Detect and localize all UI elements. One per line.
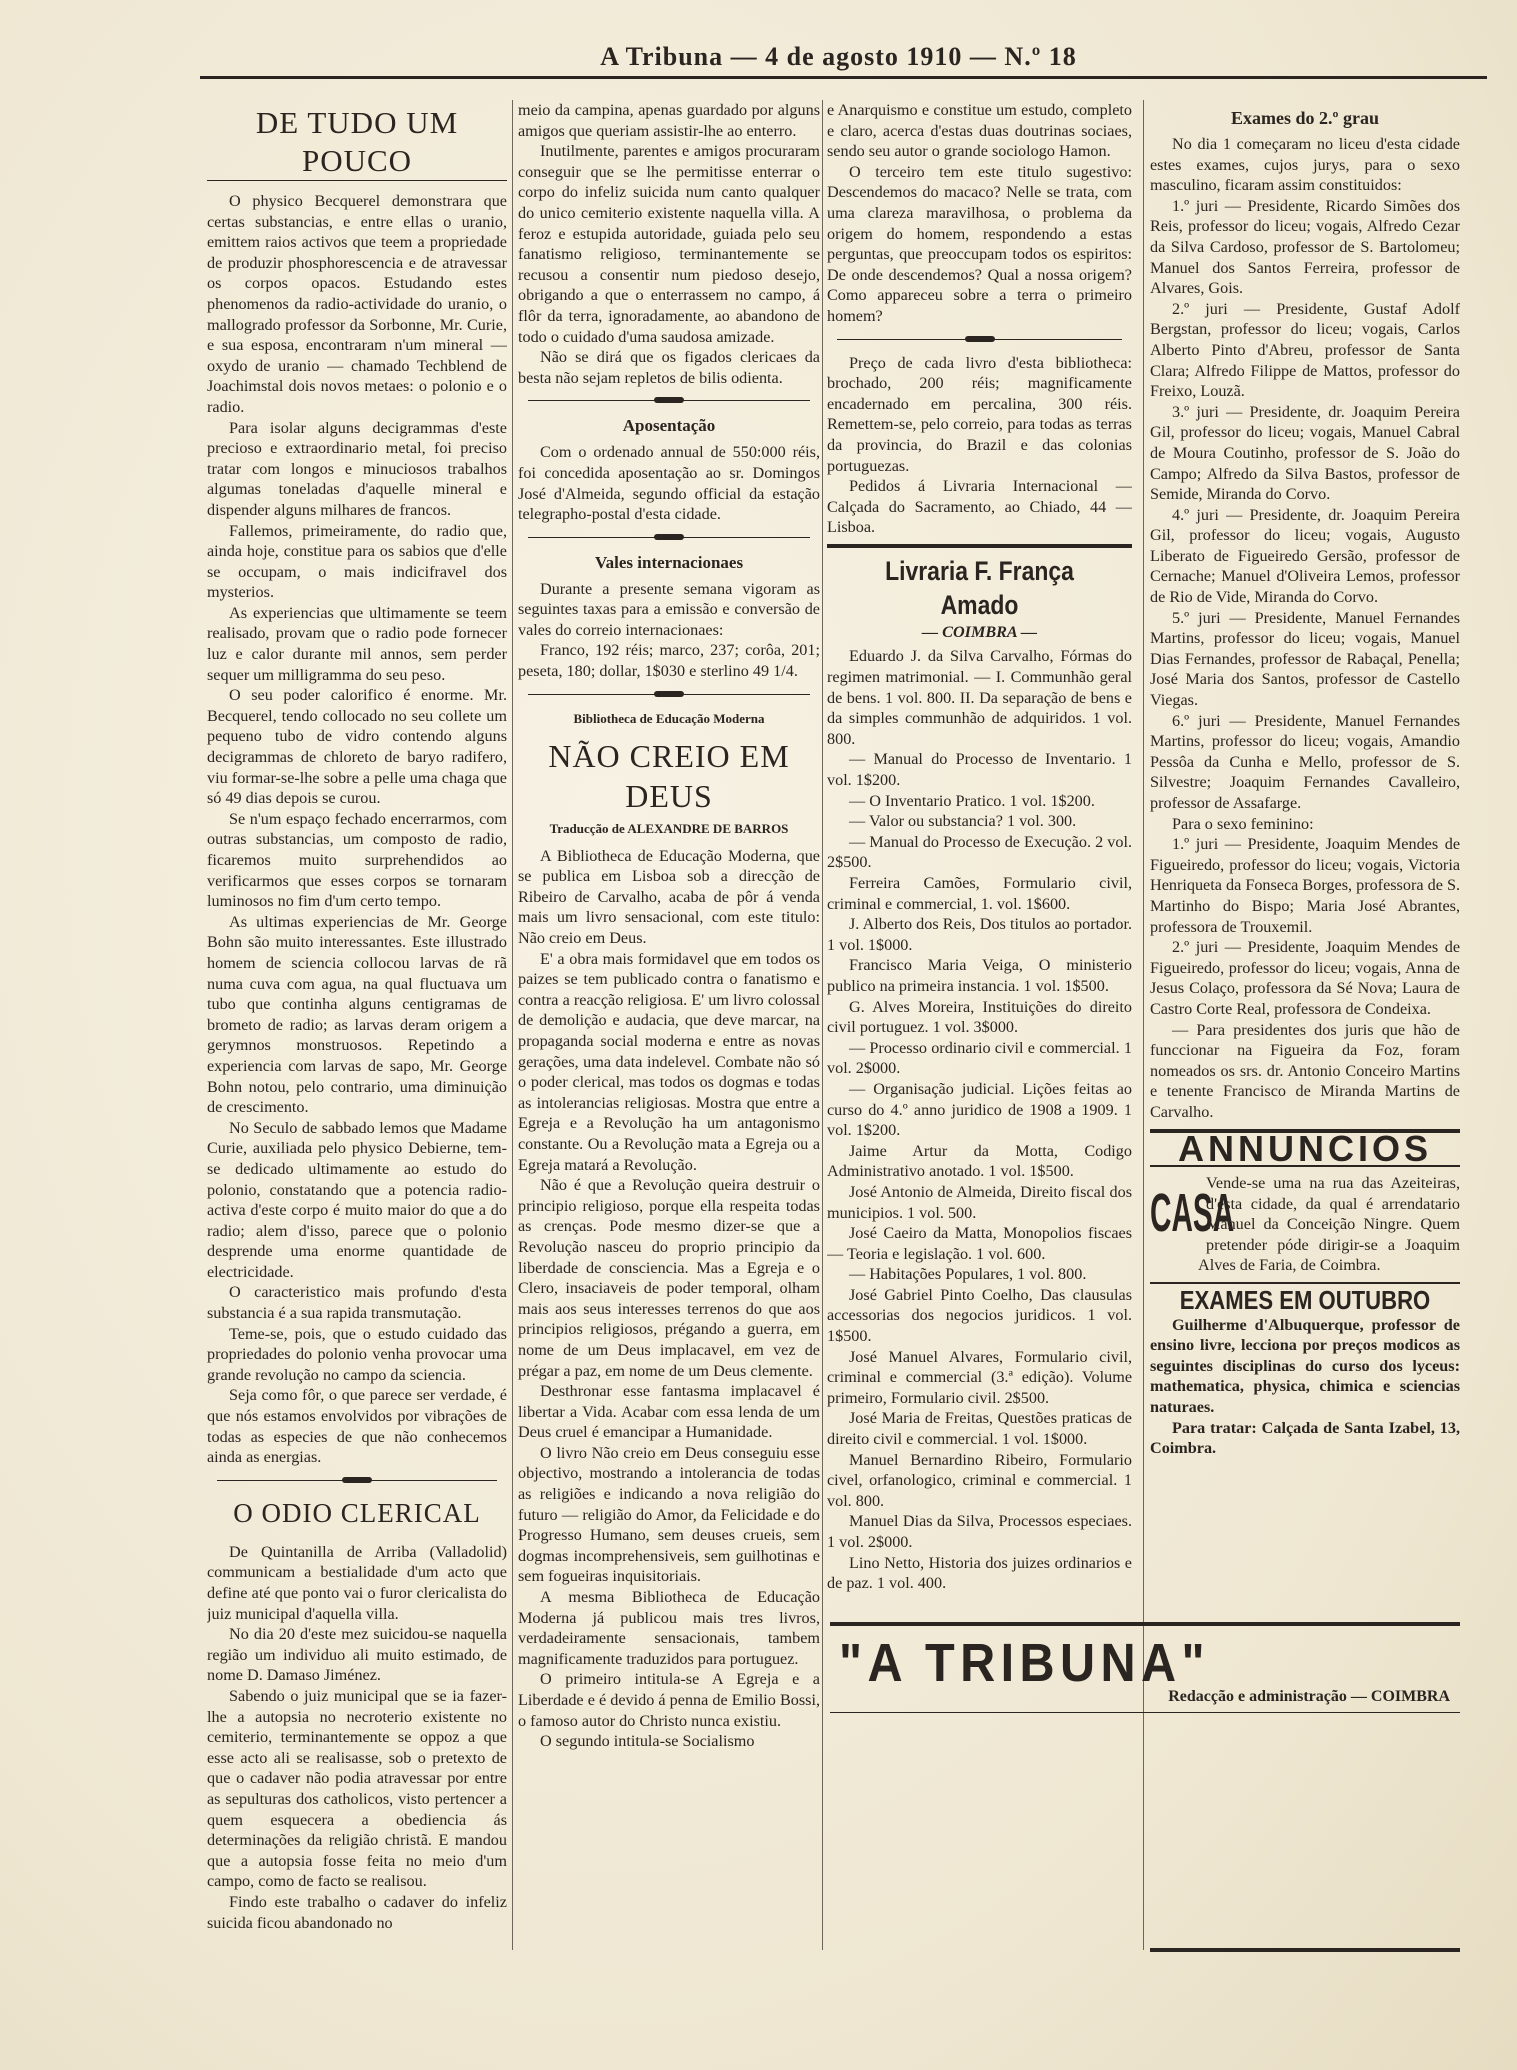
book-entry: Eduardo J. da Silva Carvalho, Fórmas do regimen matrimonial. — I. Communhão geral de bens. 1 vol. 800. II. Da separação de bens e da simples communhão de adquiridos. 1 vol. 800. (827, 647, 1132, 748)
paragraph: e Anarquismo e constitue um estudo, completo e claro, acerca d'estas duas doutrinas sociaes, sendo seu autor o grande sociologo Hamon. (827, 101, 1132, 161)
thick-rule (827, 544, 1132, 548)
ornamental-separator (518, 531, 820, 545)
annuncios-heading: ANNUNCIOS (1177, 1127, 1432, 1169)
paragraph: O terceiro tem este titulo sugestivo: Descendemos do macaco? Nelle se trata, com uma clareza maravilhosa, o problema da origem do homem, respondendo a estas perguntas, que preoccupam todos os espiritos: De onde descendemos? Qual a nossa origem? Como appareceu sobre a terra o primeiro homem? (827, 162, 1132, 325)
exames-outubro-heading: EXAMES EM OUTUBRO (1179, 1285, 1431, 1316)
bibliotheca-label: Bibliotheca de Educação Moderna (573, 710, 765, 726)
column-1 (207, 100, 507, 1940)
ornamental-separator (827, 333, 1132, 347)
column-2 (518, 100, 820, 1940)
paragraph: Fallemos, primeiramente, do radio que, ainda hoje, constitue para os sabios que d'elle se occupam, o mais indicifravel dos mysterios. (207, 521, 507, 602)
column-4 (1150, 100, 1460, 1600)
livraria-title: Livraria F. França Amado (885, 555, 1074, 620)
paragraph: Franco, 192 réis; marco, 237; corôa, 201; peseta, 180; dollar, 1$030 e sterlino 49 1/4. (518, 641, 820, 681)
paragraph: O livro Não creio em Deus conseguiu esse objectivo, mostrando a intolerancia de todas as religiões e indicando a nova religião do futuro — religião do Amor, da Felicidade e do Progresso Humano, sem deuses crueis, sem dogmas incomprehensiveis, sem guilhotinas e sem fogueiras inquisitoriais. (518, 1443, 820, 1586)
paragraph: O caracteristico mais profundo d'esta substancia é a sua rapida transmutação. (207, 1283, 507, 1323)
paragraph: 1.º juri — Presidente, Joaquim Mendes de Figueiredo, professor do liceu; vogais, Victoria Henriqueta da Fonseca Borges, professora de S. Martinho do Bispo; Maria José Abrantes, professora de Trouxemil. (1150, 835, 1460, 936)
paragraph: 2.º juri — Presidente, Joaquim Mendes de Figueiredo, professor do liceu; vogais, Anna de Jesus Colaço, professora da Sé Nova; Laura de Castro Corte Real, professora de Condeixa. (1150, 938, 1460, 1018)
paragraph: Para o sexo feminino: (1172, 814, 1314, 833)
paragraph: A Bibliotheca de Educação Moderna, que se publica em Lisboa sob a direcção de Ribeiro de Carvalho, acaba de pôr á venda mais um livro sensacional, com este titulo: Não creio em Deus. (518, 846, 820, 948)
paragraph: Não se dirá que os figados clericaes da besta não sejam repletos de bilis odienta. (518, 348, 820, 387)
book-entry: — Valor ou substancia? 1 vol. 300. (849, 812, 1077, 831)
paragraph: Se n'um espaço fechado encerrarmos, com outras substancias, um composto de radio, ficaremos muito surprehendidos ao verificarmos que esses corpos se tornaram luminosos no fim d'um certo tempo. (207, 809, 507, 911)
casa-text: Vende-se uma na rua das Azeiteiras, d'esta cidade, da qual é arrendatario Manuel da Conceição Ningre. Quem pretender póde dirigir-se a Joaquim Alves de Faria, de Coimbra. (1198, 1174, 1460, 1275)
paragraph: Não é que a Revolução queira destruir o principio religioso, porque ella respeita todas as crenças. Pode mesmo dizer-se que a Revolução nasceu do proprio principio da liberdade de consciencia. Mas a Egreja e o Clero, insaciaveis de poder temporal, olham mais aos seus interesses terrenos do que aos principios religiosos, prégando a guerra, em nome de um Deus implacavel, em vez de prégar a paz, em nome de um Deus clemente. (518, 1176, 820, 1380)
tribuna-block (830, 1616, 1460, 1713)
exames-contact: Para tratar: Calçada de Santa Izabel, 13, Coimbra. (1150, 1418, 1460, 1458)
paragraph: O segundo intitula-se Socialismo (540, 1732, 755, 1751)
paragraph: Preço de cada livro d'esta bibliotheca: brochado, 200 réis; magnificamente encadernado em percalina, 300 réis. Remettem-se, pelo correio, para todas as terras da provincia, do Brazil e das colonias portuguezas. (827, 353, 1132, 475)
book-entry: José Manuel Alvares, Formulario civil, criminal e commercial (3.ª edição). Volume primeiro, Formulario civil. 2$500. (827, 1347, 1132, 1407)
article-title-odio-clerical: O ODIO CLERICAL (233, 1497, 481, 1528)
paragraph: O primeiro intitula-se A Egreja e a Liberdade e é devido á penna de Emilio Bossi, o famoso autor do Christo nunca existiu. (518, 1670, 820, 1730)
book-entry: — Habitações Populares, 1 vol. 800. (849, 1265, 1087, 1284)
ornamental-separator (207, 1474, 507, 1488)
book-entry: — Manual do Processo de Inventario. 1 vol. 1$200. (827, 750, 1132, 790)
exames-text: Guilherme d'Albuquerque, professor de ensino livre, lecciona por preços modicos as seguintes disciplinas do curso dos lyceus: mathematica, physica, chimica e sciencias naturaes. (1150, 1315, 1460, 1417)
translator-credit: Traducção de ALEXANDRE DE BARROS (549, 820, 789, 836)
paragraph: O seu poder calorifico é enorme. Mr. Becquerel, tendo collocado no seu collete um pequeno tubo de vidro contendo alguns decigrammas de chloreto de baryo radifero, viu formar-se-lhe sobre a pelle uma chaga que só 49 dias depois se curou. (207, 686, 507, 808)
paragraph: 2.º juri — Presidente, Gustaf Adolf Bergstan, professor do liceu; vogais, Carlos Alberto Pinto d'Abreu, professor de Santa Clara; Alfredo Filippe de Mattos, professor do Freixo, Louzã. (1150, 299, 1460, 401)
book-entry: — Organisação judicial. Lições feitas ao curso do 4.º anno juridico de 1908 a 1909. 1 vol. 1$200. (827, 1079, 1132, 1140)
paragraph: No dia 20 d'este mez suicidou-se naquella região um individuo ali muito estimado, de nome D. Damaso Jiménez. (207, 1625, 507, 1685)
book-entry: J. Alberto dos Reis, Dos titulos ao portador. 1 vol. 1$000. (827, 915, 1132, 954)
column-rule (822, 100, 823, 1950)
book-entry: — Processo ordinario civil e commercial. 1 vol. 2$000. (827, 1038, 1132, 1078)
paragraph: De Quintanilla de Arriba (Valladolid) communicam a bestialidade d'um acto que define até que ponto vai o furor clericalista do juiz municipal d'aquella villa. (207, 1542, 507, 1623)
paragraph: Com o ordenado annual de 550:000 réis, foi concedida aposentação ao sr. Domingos José d'Almeida, segundo official da estação telegrapho-postal d'esta cidade. (518, 443, 820, 524)
page-header: A Tribuna — 4 de agosto 1910 — N.º 18 (600, 42, 1077, 71)
paragraph: Inutilmente, parentes e amigos procuraram conseguir que se lhe permitisse enterrar o corpo do infeliz suicida num canto qualquer do unico cemiterio existente naquella villa. A feroz e estupida autoridade, guiada pelo seu fanatismo religioso, terminantemente se recusou a consentir num piedoso desejo, obrigando a que o enterrassem no campo, á flôr da terra, ignoradamente, ao abandono de todo o cuidado d'uma saudosa amizade. (518, 142, 820, 346)
paragraph: Teme-se, pois, que o estudo cuidado das propriedades do polonio venha provocar uma grande revolução no campo da sciencia. (207, 1324, 507, 1384)
header-rule (200, 76, 1487, 79)
rule (1150, 1282, 1460, 1284)
casa-word: CASA (1150, 1183, 1235, 1244)
tribuna-title: "A TRIBUNA" (839, 1633, 1210, 1693)
casa-advert (1150, 1173, 1460, 1276)
thick-rule (830, 1622, 1460, 1626)
book-entry: Francisco Maria Veiga, O ministerio publico na primeira instancia. 1 vol. 1$500. (827, 956, 1132, 995)
paragraph: Findo este trabalho o cadaver do infeliz suicida ficou abandonado no (207, 1892, 507, 1932)
paragraph: meio da campina, apenas guardado por alguns amigos que queriam assistir-lhe ao enterro. (518, 101, 820, 140)
book-entry: G. Alves Moreira, Instituições do direito civil portuguez. 1 vol. 3$000. (827, 997, 1132, 1037)
section-title-aposentacao: Aposentação (622, 416, 716, 436)
paragraph: As experiencias que ultimamente se teem realisado, provam que o radio pode fornecer luz e calor durante mil annos, sem perder sequer um milligramma do seu peso. (207, 603, 507, 684)
paragraph: Sabendo o juiz municipal que se ia fazer-lhe a autopsia no necroterio existente no cemiterio, terminantemente se oppoz a que esse acto ali se realisasse, sob o pretexto de que o cadaver não podia atravessar por entre as sepulturas dos catholicos, visto pertencer a quem esquecera a obediencia ás determinações da religião christã. E mandou que a autopsia fosse feita no meio d'um campo, como de facto se realisou. (207, 1686, 507, 1891)
paragraph: 6.º juri — Presidente, Manuel Fernandes Martins, professor do liceu; vogais, Amandio Pessôa da Cunha e Mello, professor de S. Silvestre; Joaquim Fernandes Cavalleiro, professor de Assafarge. (1150, 711, 1460, 812)
paragraph: Durante a presente semana vigoram as seguintes taxas para a emissão e conversão de vales do correio internacionaes: (518, 579, 820, 639)
ornamental-separator (518, 688, 820, 702)
book-title: NÃO CREIO EM DEUS (548, 737, 790, 814)
bottom-rule (1150, 1948, 1460, 1952)
column-rule (512, 100, 513, 1950)
tribuna-subtitle: Redacção e administração — COIMBRA (1168, 1688, 1450, 1705)
paragraph: 5.º juri — Presidente, Manuel Fernandes Martins, professor do liceu; vogais, Manuel Dias Fernandes, professor de Rabaçal, Penella; José Maria dos Santos, professor de Castello Viegas. (1150, 608, 1460, 710)
paragraph: E' a obra mais formidavel que em todos os paizes se tem publicado contra o fanatismo e contra a reacção religiosa. E' um livro colossal de demolição e audacia, que deve marcar, na propaganda social moderna e entre as novas gerações, uma data indelevel. Combate não só o poder clerical, mas todos os dogmas e todas as intolerancias religiosas. Mostra que entre a Egreja e a Revolução ha um antagonismo constante. Ou a Revolução mata a Egreja ou a Egreja matará a Revolução. (518, 949, 820, 1174)
paragraph: Seja como fôr, o que parece ser verdade, é que nós estamos envolvidos por vibrações de todas as especies de que não conhecemos ainda as energias. (207, 1386, 507, 1467)
paragraph: As ultimas experiencias de Mr. George Bohn são muito interessantes. Este illustrado homem de sciencia collocou larvas de rã numa cuva com agua, na qual fluctuava um tubo que continha alguns centigramas de brometo de radio; as larvas deram origem a gerymnos monstruosos. Repetindo a experiencia com larvas de sapo, Mr. George Bohn notou, pelo contrario, uma diminuição de crescimento. (207, 912, 507, 1117)
section-title-vales: Vales internacionaes (594, 552, 744, 572)
paragraph: 4.º juri — Presidente, dr. Joaquim Pereira Gil, professor do liceu; vogais, Augusto Liberato de Figueiredo Gersão, professor de Cernache; Manuel d'Oliveira Lemos, professor de Rio de Vide, Miranda do Corvo. (1150, 505, 1460, 607)
livraria-city: — COIMBRA — (921, 622, 1038, 641)
book-entry: — O Inventario Pratico. 1 vol. 1$200. (849, 791, 1095, 810)
section-title-exames: Exames do 2.º grau (1231, 108, 1379, 128)
ornamental-separator (518, 394, 820, 408)
book-entry: Manuel Dias da Silva, Processos especiaes. 1 vol. 2$000. (827, 1512, 1132, 1551)
rule (830, 1712, 1460, 1713)
article-title-de-tudo-um-pouco: DE TUDO UM POUCO (207, 104, 507, 181)
paragraph: 1.º juri — Presidente, Ricardo Simões dos Reis, professor do liceu; vogais, Alfredo Cezar da Silva Cardoso, professor de S. Bartolomeu; Manuel dos Santos Ferreira, professor de Alvares, Gois. (1150, 196, 1460, 298)
paragraph: No Seculo de sabbado lemos que Madame Curie, auxiliada pelo physico Debierne, tem-se dedicado ultimamente ao estudo do polonio, constatando que a potencia radio-activa d'este corpo é muito maior do que a do radio; alem d'isso, parece que o polonio desprende uma enorme quantidade de electricidade. (207, 1118, 507, 1281)
paragraph: 3.º juri — Presidente, dr. Joaquim Pereira Gil, professor do liceu; vogais, Manuel Cabral de Moura Coutinho, professor de S. João do Campo; Alfredo da Silva Bastos, professor de Semide, Miranda do Corvo. (1150, 402, 1460, 504)
book-entry: José Maria de Freitas, Questões praticas de direito civil e commercial. 1 vol. 1$000. (827, 1409, 1132, 1449)
paragraph: A mesma Bibliotheca de Educação Moderna já publicou mais tres livros, verdadeiramente sensacionais, tambem magnificamente traduzidos para portuguez. (518, 1588, 820, 1668)
paragraph: No dia 1 começaram no liceu d'esta cidade estes exames, cujos jurys, para o sexo masculino, ficaram assim constituidos: (1150, 135, 1460, 195)
paragraph: O physico Becquerel demonstrara que certas substancias, e entre ellas o uranio, emittem raios activos que teem a propriedade de produzir phosphorescencia e de atravessar os corpos opacos. Estudando estes phenomenos da radio-actividade do uranio, o mallogrado professor da Sorbonne, Mr. Curie, e sua esposa, encontraram n'um mineral — oxydo de uranio — chamado Techblend de Joachimstal dois novos metaes: o polonio e o radio. (207, 192, 507, 416)
paragraph: Para isolar alguns decigrammas d'este precioso e extraordinario metal, foi preciso tratar com longos e minuciosos trabalhos algumas toneladas d'aquelle mineral e dispender alguns milhares de francos. (207, 418, 507, 519)
book-entry: José Caeiro da Matta, Monopolios fiscaes — Teoria e legislação. 1 vol. 600. (827, 1224, 1132, 1263)
book-entry: — Manual do Processo de Execução. 2 vol. 2$500. (827, 832, 1132, 872)
paragraph: Desthronar esse fantasma implacavel é libertar a Vida. Acabar com essa lenda de um Deus cruel é emancipar a Humanidade. (518, 1382, 820, 1442)
book-entry: Ferreira Camões, Formulario civil, criminal e commercial, 1. vol. 1$600. (827, 874, 1132, 913)
paragraph: — Para presidentes dos juris que hão de funccionar na Figueira da Foz, foram nomeados os srs. dr. Antonio Conceiro Martins e tenente Francisco de Miranda Martins de Carvalho. (1150, 1020, 1460, 1121)
book-entry: José Antonio de Almeida, Direito fiscal dos municipios. 1 vol. 500. (827, 1182, 1132, 1222)
book-entry: Manuel Bernardino Ribeiro, Formulario civel, orfanologico, criminal e commercial. 1 vol. 800. (827, 1450, 1132, 1510)
paragraph: Pedidos á Livraria Internacional — Calçada do Sacramento, ao Chiado, 44 — Lisboa. (827, 477, 1132, 537)
book-entry: Jaime Artur da Motta, Codigo Administrativo anotado. 1 vol. 1$500. (827, 1141, 1132, 1181)
book-entry: Lino Netto, Historia dos juizes ordinarios e de paz. 1 vol. 400. (827, 1553, 1132, 1593)
book-entry: José Gabriel Pinto Coelho, Das clausulas accessorias dos negocios juridicos. 1 vol. 1$500. (827, 1285, 1132, 1346)
